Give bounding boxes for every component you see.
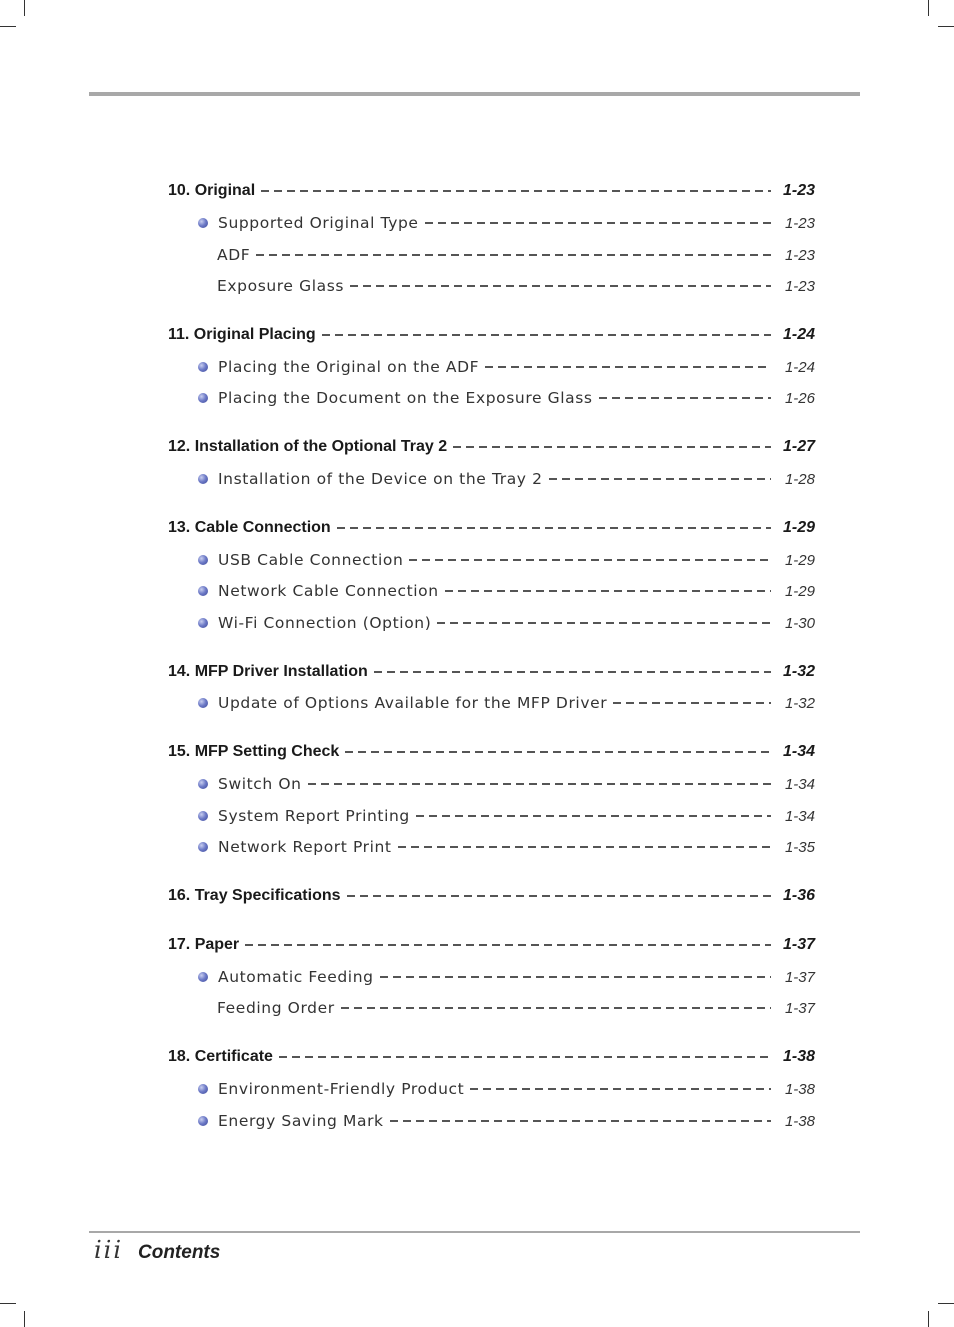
bullet-icon (198, 218, 208, 228)
toc-entry-sub[interactable] (198, 772, 815, 796)
dot-leader (347, 895, 771, 897)
dot-leader (245, 944, 771, 946)
bullet-icon (198, 1084, 208, 1094)
toc-entry-page: 1-37 (784, 968, 815, 986)
toc-entry-page: 1-32 (782, 663, 815, 680)
toc-entry-sub[interactable] (198, 548, 815, 572)
bullet-icon (198, 972, 208, 982)
toc-entry-label: Supported Original Type (218, 214, 419, 232)
bullet-icon (198, 474, 208, 484)
toc-entry-label: Environment-Friendly Product (218, 1080, 465, 1098)
dot-leader (409, 559, 771, 561)
toc-entry-label: 16. Tray Specifications (168, 887, 341, 904)
bullet-icon (198, 393, 208, 403)
dot-leader (256, 254, 771, 256)
toc-entry-plain[interactable] (217, 274, 815, 298)
toc-entry-sub[interactable] (198, 211, 815, 235)
toc-entry-sub[interactable] (198, 835, 815, 859)
toc-entry-label: Wi-Fi Connection (Option) (218, 614, 432, 632)
footer-rule (89, 1231, 860, 1233)
toc-entry-page: 1-26 (784, 389, 815, 407)
toc-entry-section[interactable] (168, 884, 815, 908)
toc-entry-page: 1-37 (784, 999, 815, 1017)
toc-entry-page: 1-38 (782, 1048, 815, 1065)
toc-entry-page: 1-28 (784, 470, 815, 488)
toc-entry-label: Placing the Document on the Exposure Glass (218, 389, 593, 407)
toc-entry-page: 1-23 (782, 182, 815, 199)
dot-leader (390, 1120, 771, 1122)
bullet-icon (198, 698, 208, 708)
toc-entry-section[interactable] (168, 660, 815, 684)
bullet-icon (198, 586, 208, 596)
toc-entry-sub[interactable] (198, 1077, 815, 1101)
toc-entry-page: 1-34 (784, 807, 815, 825)
toc-entry-label: Feeding Order (217, 999, 335, 1017)
toc-entry-label: Exposure Glass (217, 277, 345, 295)
toc-entry-section[interactable] (168, 323, 815, 347)
dot-leader (261, 190, 771, 192)
toc-entry-section[interactable] (168, 933, 815, 957)
toc-entry-label: Energy Saving Mark (218, 1112, 384, 1130)
toc-entry-section[interactable] (168, 435, 815, 459)
toc-entry-sub[interactable] (198, 691, 815, 715)
dot-leader (322, 334, 771, 336)
toc-entry-label: Update of Options Available for the MFP Driver (218, 694, 608, 712)
toc-entry-section[interactable] (168, 1045, 815, 1069)
toc-entry-sub[interactable] (198, 355, 815, 379)
dot-leader (599, 397, 771, 399)
toc-entry-page: 1-34 (782, 743, 815, 760)
bullet-icon (198, 779, 208, 789)
toc-entry-label: 14. MFP Driver Installation (168, 663, 368, 680)
footer-page-number: iii (94, 1236, 124, 1264)
dot-leader (374, 671, 771, 673)
toc-entry-label: USB Cable Connection (218, 551, 404, 569)
bullet-icon (198, 618, 208, 628)
toc-entry-sub[interactable] (198, 965, 815, 989)
toc-entry-label: ADF (217, 246, 251, 264)
dot-leader (279, 1056, 771, 1058)
bullet-icon (198, 842, 208, 852)
dot-leader (425, 222, 771, 224)
toc-entry-page: 1-36 (782, 887, 815, 904)
footer-title: Contents (138, 1242, 221, 1263)
toc-entry-label: Automatic Feeding (218, 968, 374, 986)
toc-entry-plain[interactable] (217, 996, 815, 1020)
toc-entry-page: 1-29 (782, 519, 815, 536)
dot-leader (341, 1007, 771, 1009)
toc-entry-page: 1-34 (784, 775, 815, 793)
toc-entry-section[interactable] (168, 516, 815, 540)
toc-entry-label: System Report Printing (218, 807, 410, 825)
toc-entry-page: 1-35 (784, 838, 815, 856)
toc-entry-label: 12. Installation of the Optional Tray 2 (168, 438, 448, 455)
toc-entry-page: 1-29 (784, 551, 815, 569)
dot-leader (613, 702, 771, 704)
toc-entry-label: Installation of the Device on the Tray 2 (218, 470, 543, 488)
toc-entry-page: 1-29 (784, 582, 815, 600)
toc-entry-page: 1-24 (784, 358, 815, 376)
toc-entry-sub[interactable] (198, 1109, 815, 1133)
bullet-icon (198, 555, 208, 565)
toc-entry-page: 1-38 (784, 1080, 815, 1098)
dot-leader (437, 622, 771, 624)
toc-entry-sub[interactable] (198, 467, 815, 491)
toc-entry-label: 15. MFP Setting Check (168, 743, 340, 760)
toc-entry-page: 1-27 (782, 438, 815, 455)
toc-entry-sub[interactable] (198, 804, 815, 828)
toc-entry-label: 13. Cable Connection (168, 519, 331, 536)
toc-entry-label: 18. Certificate (168, 1048, 273, 1065)
toc-entry-section[interactable] (168, 179, 815, 203)
toc-entry-plain[interactable] (217, 243, 815, 267)
toc-entry-page: 1-23 (784, 246, 815, 264)
dot-leader (445, 590, 771, 592)
toc-entry-label: 11. Original Placing (168, 326, 316, 343)
toc-entry-page: 1-23 (784, 214, 815, 232)
bullet-icon (198, 811, 208, 821)
dot-leader (485, 366, 771, 368)
dot-leader (549, 478, 771, 480)
dot-leader (416, 815, 771, 817)
toc-entry-page: 1-37 (782, 936, 815, 953)
toc-entry-label: Placing the Original on the ADF (218, 358, 480, 376)
toc-entry-page: 1-24 (782, 326, 815, 343)
toc-entry-sub[interactable] (198, 579, 815, 603)
dot-leader (470, 1088, 771, 1090)
toc-entry-label: 17. Paper (168, 936, 240, 953)
bullet-icon (198, 1116, 208, 1126)
toc-entry-page: 1-32 (784, 694, 815, 712)
dot-leader (380, 976, 771, 978)
bullet-icon (198, 362, 208, 372)
toc-entry-page: 1-38 (784, 1112, 815, 1130)
toc-entry-sub[interactable] (198, 386, 815, 410)
toc-entry-sub[interactable] (198, 611, 815, 635)
toc-entry-section[interactable] (168, 740, 815, 764)
dot-leader (453, 446, 771, 448)
toc-entry-page: 1-23 (784, 277, 815, 295)
dot-leader (308, 783, 771, 785)
dot-leader (398, 846, 771, 848)
dot-leader (345, 751, 771, 753)
toc-entry-label: Network Cable Connection (218, 582, 439, 600)
dot-leader (337, 527, 771, 529)
toc-entry-page: 1-30 (784, 614, 815, 632)
toc-entry-label: Network Report Print (218, 838, 392, 856)
dot-leader (350, 285, 771, 287)
toc-entry-label: Switch On (218, 775, 302, 793)
toc-entry-label: 10. Original (168, 182, 256, 199)
